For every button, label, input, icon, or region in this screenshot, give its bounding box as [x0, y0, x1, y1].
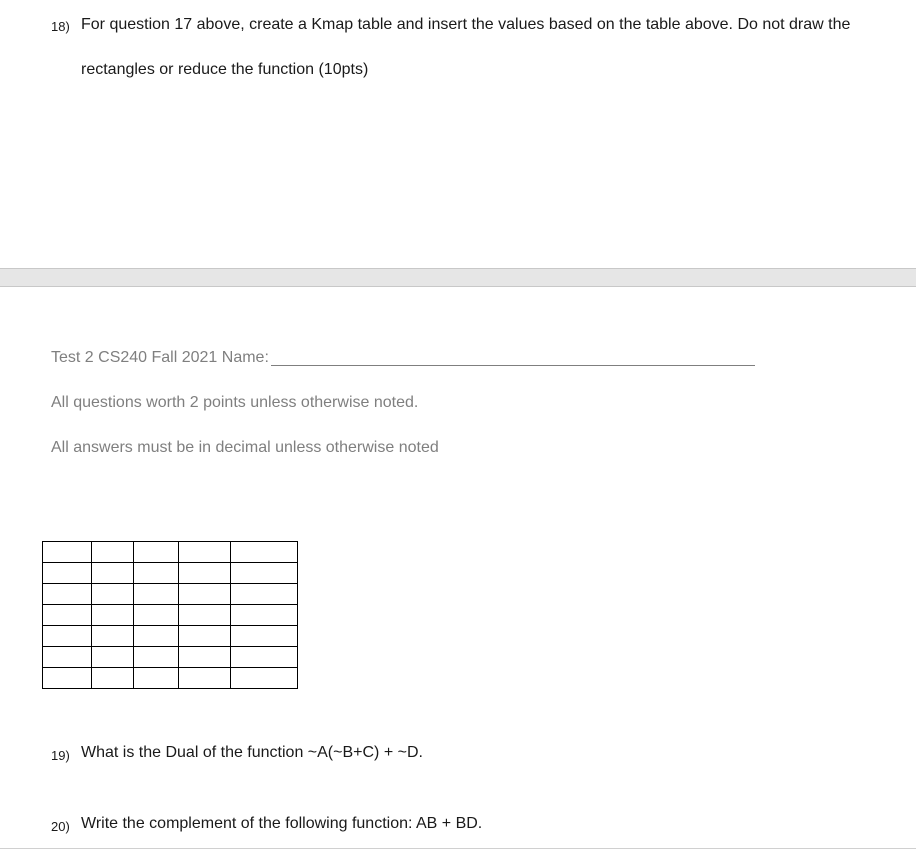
kmap-cell[interactable]: [134, 626, 179, 647]
question-18-text-line1: For question 17 above, create a Kmap table and insert the values based on the table above. Do not draw the: [81, 16, 851, 33]
kmap-cell[interactable]: [92, 605, 134, 626]
kmap-cell[interactable]: [179, 584, 231, 605]
kmap-cell[interactable]: [179, 542, 231, 563]
kmap-cell[interactable]: [179, 626, 231, 647]
kmap-cell[interactable]: [92, 563, 134, 584]
kmap-cell[interactable]: [231, 584, 298, 605]
question-19-number: 19): [51, 748, 70, 763]
kmap-row: [43, 605, 298, 626]
kmap-cell[interactable]: [43, 668, 92, 689]
kmap-cell[interactable]: [179, 605, 231, 626]
answers-note: All answers must be in decimal unless otherwise noted: [51, 439, 439, 456]
kmap-cell[interactable]: [43, 563, 92, 584]
kmap-cell[interactable]: [134, 668, 179, 689]
points-note: All questions worth 2 points unless otherwise noted.: [51, 394, 419, 411]
kmap-cell[interactable]: [43, 626, 92, 647]
kmap-cell[interactable]: [231, 668, 298, 689]
kmap-cell[interactable]: [231, 563, 298, 584]
kmap-cell[interactable]: [43, 542, 92, 563]
kmap-cell[interactable]: [92, 668, 134, 689]
kmap-cell[interactable]: [231, 626, 298, 647]
kmap-cell[interactable]: [134, 647, 179, 668]
question-18-number: 18): [51, 19, 70, 34]
kmap-table: [42, 541, 298, 689]
kmap-row: [43, 584, 298, 605]
name-field-underline: [271, 365, 755, 366]
kmap-cell[interactable]: [92, 626, 134, 647]
kmap-cell[interactable]: [92, 647, 134, 668]
kmap-cell[interactable]: [43, 647, 92, 668]
test-title-line: Test 2 CS240 Fall 2021 Name:: [51, 349, 269, 366]
kmap-cell[interactable]: [134, 563, 179, 584]
kmap-row: [43, 542, 298, 563]
question-18-text-line2: rectangles or reduce the function (10pts): [81, 61, 369, 78]
kmap-cell[interactable]: [92, 542, 134, 563]
question-20-text: Write the complement of the following function: AB + BD.: [81, 815, 483, 832]
kmap-cell[interactable]: [231, 647, 298, 668]
kmap-cell[interactable]: [92, 584, 134, 605]
kmap-row: [43, 563, 298, 584]
question-19-text: What is the Dual of the function ~A(~B+C) + ~D.: [81, 744, 423, 761]
kmap-cell[interactable]: [43, 605, 92, 626]
kmap-cell[interactable]: [134, 584, 179, 605]
kmap-row: [43, 668, 298, 689]
page-break: [0, 268, 916, 287]
kmap-row: [43, 647, 298, 668]
kmap-cell[interactable]: [179, 668, 231, 689]
kmap-row: [43, 626, 298, 647]
kmap-cell[interactable]: [179, 563, 231, 584]
bottom-rule: [0, 848, 916, 849]
kmap-cell[interactable]: [231, 542, 298, 563]
kmap-cell[interactable]: [134, 605, 179, 626]
question-20-number: 20): [51, 819, 70, 834]
kmap-cell[interactable]: [43, 584, 92, 605]
page-top: [0, 0, 916, 268]
kmap-cell[interactable]: [134, 542, 179, 563]
kmap-cell[interactable]: [179, 647, 231, 668]
kmap-cell[interactable]: [231, 605, 298, 626]
